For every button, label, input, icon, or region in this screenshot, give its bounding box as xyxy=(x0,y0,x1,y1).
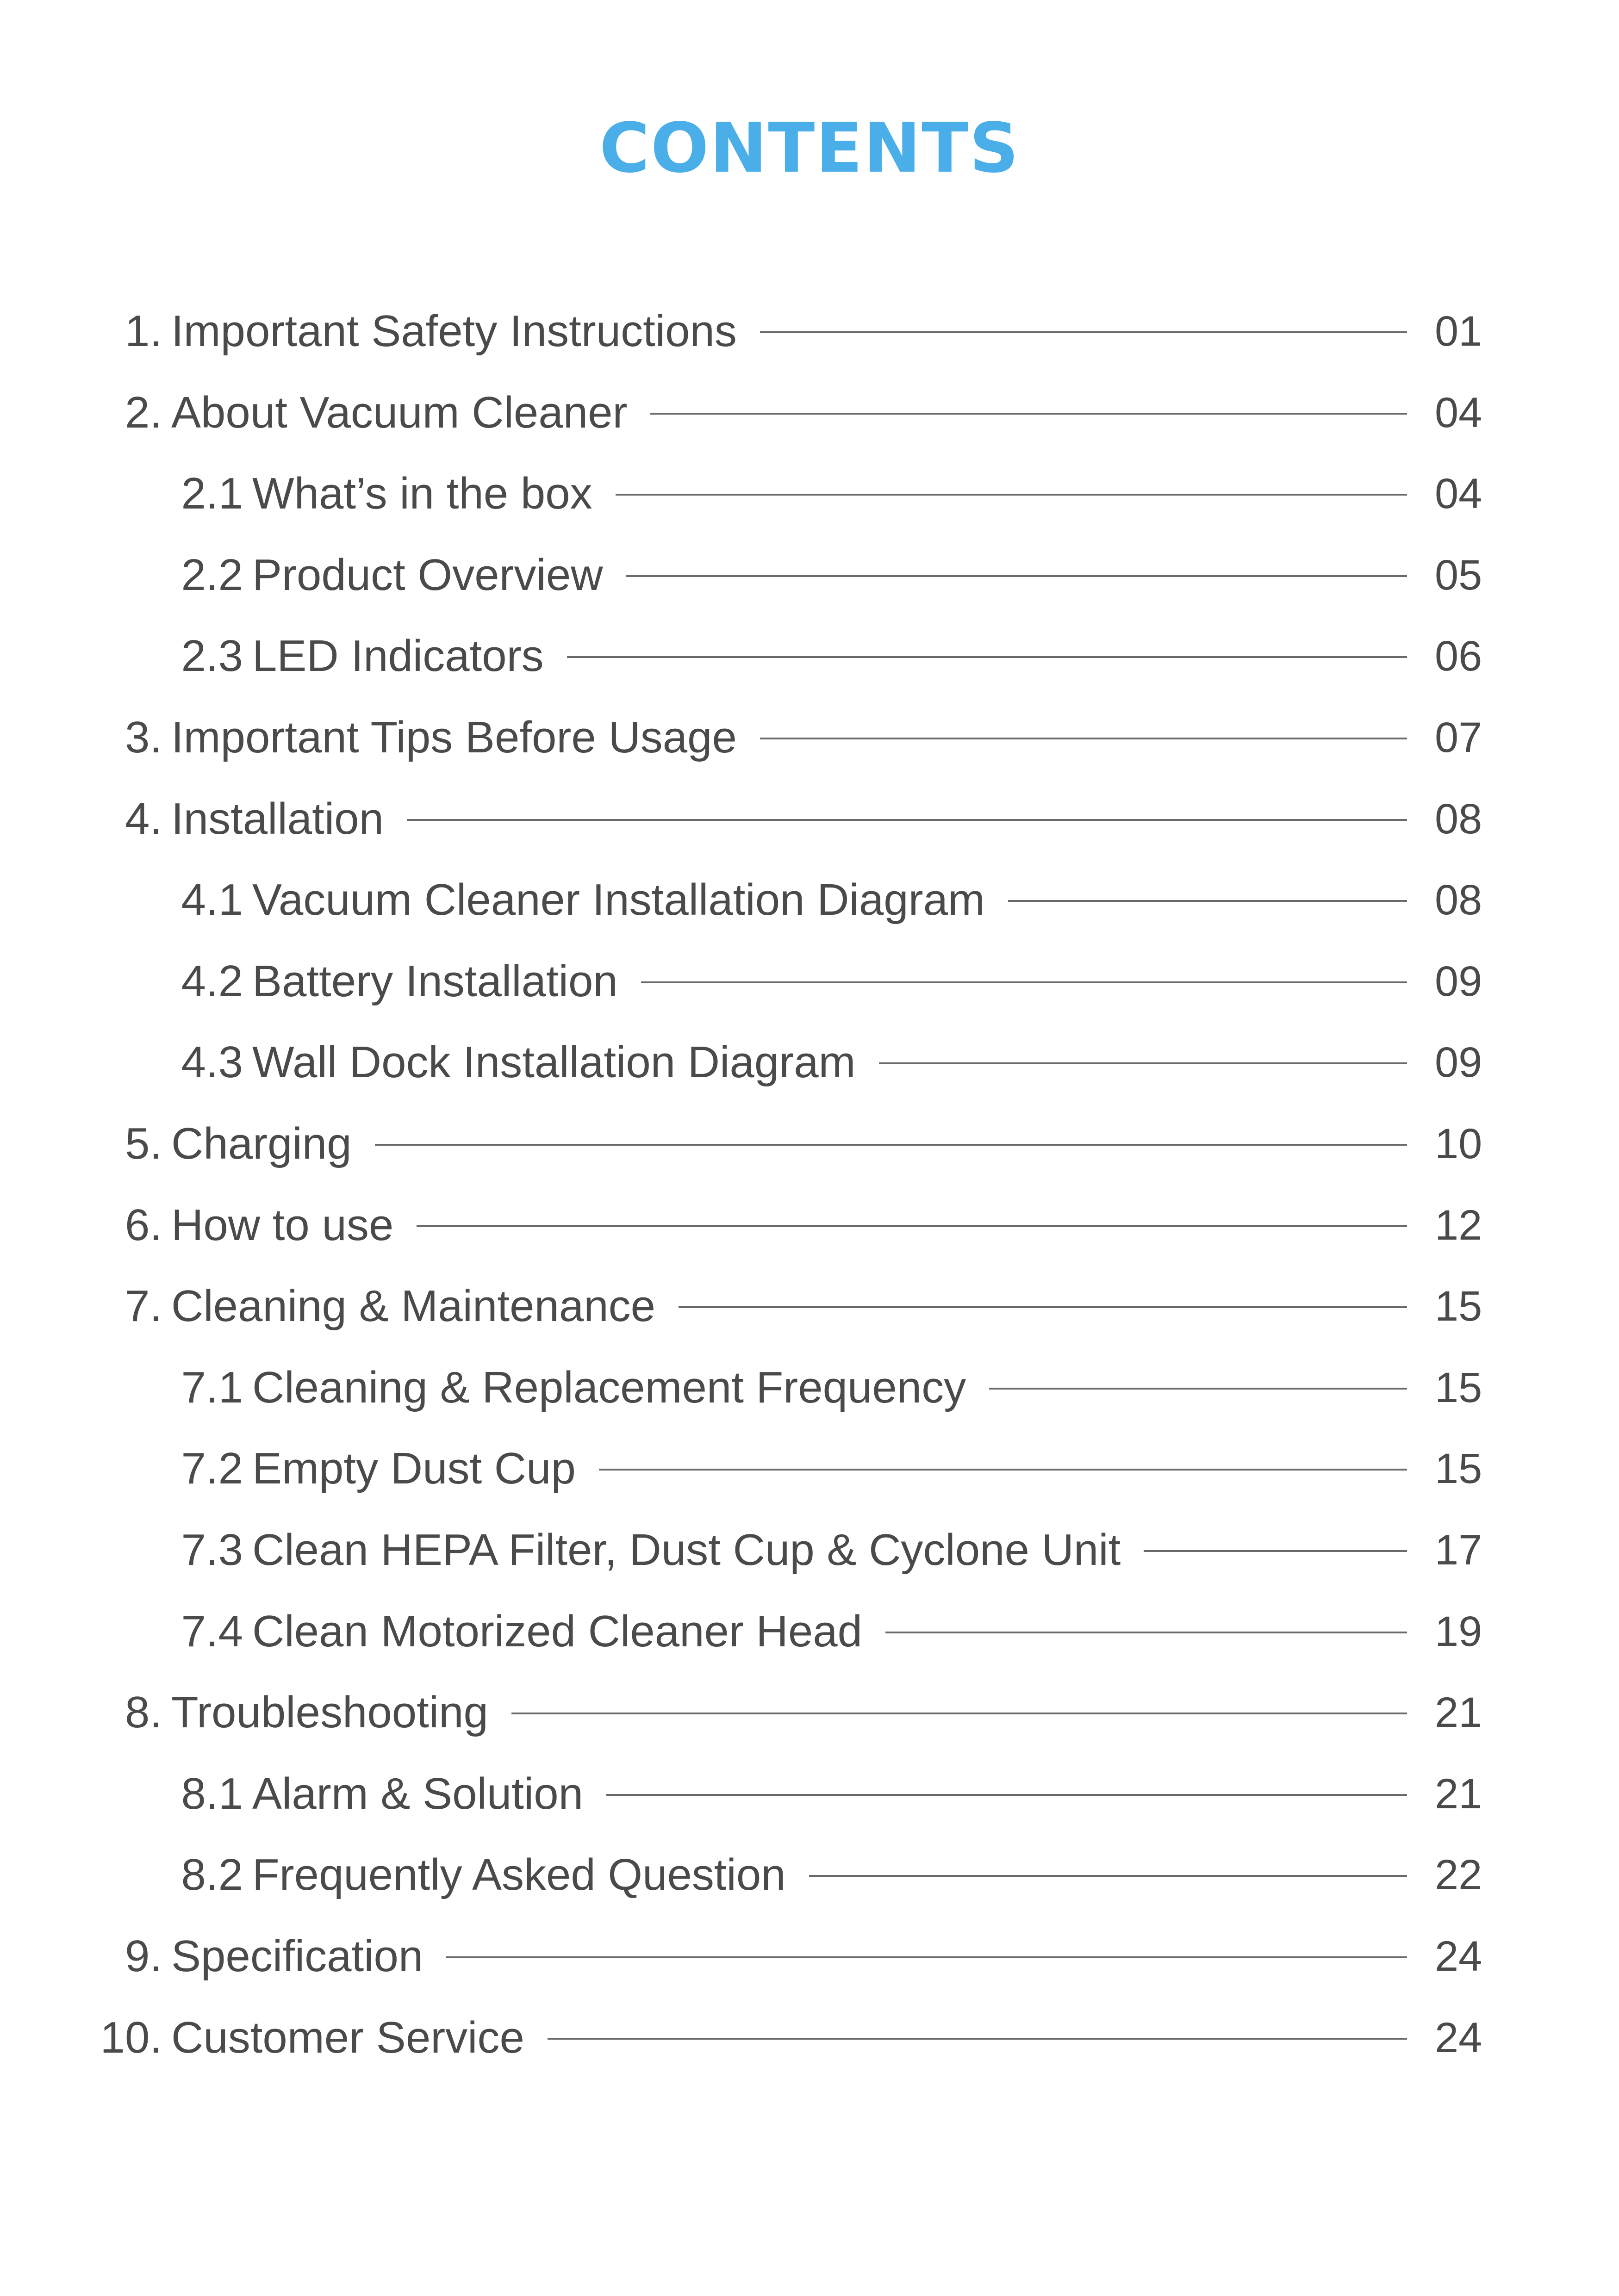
toc-entry-title: Cleaning & Replacement Frequency xyxy=(252,1362,966,1412)
toc-entry-title: About Vacuum Cleaner xyxy=(171,387,628,437)
toc-entry-leader-line xyxy=(1008,900,1407,902)
toc-entry-page-number: 24 xyxy=(1435,2014,1482,2061)
toc-entry-number: 2.3 xyxy=(181,631,243,681)
toc-entry-page-number: 21 xyxy=(1435,1689,1482,1737)
toc-entry-page-number: 06 xyxy=(1435,633,1482,680)
toc-entry-leader-line xyxy=(511,1713,1407,1714)
toc-entry-title: Frequently Asked Question xyxy=(252,1850,786,1900)
toc-entry-page-number: 15 xyxy=(1435,1364,1482,1411)
toc-entry-number: 4.3 xyxy=(181,1037,243,1087)
toc-entry-number: 7.3 xyxy=(181,1525,243,1575)
toc-entry-leader-line xyxy=(1144,1550,1407,1552)
toc-entry-number: 7. xyxy=(125,1281,162,1331)
toc-entry-leader-line xyxy=(417,1225,1407,1227)
toc-entry-page-number: 17 xyxy=(1435,1527,1482,1574)
toc-entry-leader-line xyxy=(407,819,1407,821)
toc-entry-title: Clean Motorized Cleaner Head xyxy=(252,1606,863,1656)
toc-entry-leader-line xyxy=(548,2038,1407,2040)
toc-entry-page-number: 10 xyxy=(1435,1120,1482,1167)
toc-entry-leader-line xyxy=(375,1144,1407,1146)
toc-entry[interactable] xyxy=(0,624,1619,689)
toc-entry[interactable] xyxy=(0,1030,1619,1095)
toc-entry-leader-line xyxy=(760,738,1407,739)
toc-entry-title: Specification xyxy=(171,1931,423,1981)
toc-entry-number: 2. xyxy=(125,387,162,437)
toc-entry-leader-line xyxy=(626,575,1407,577)
toc-entry-page-number: 05 xyxy=(1435,551,1482,599)
toc-entry-page-number: 19 xyxy=(1435,1607,1482,1655)
toc-entry-number: 1. xyxy=(125,306,162,356)
toc-entry[interactable] xyxy=(0,1193,1619,1258)
toc-entry-number: 7.1 xyxy=(181,1362,243,1412)
toc-entry-title: Wall Dock Installation Diagram xyxy=(252,1037,856,1087)
toc-entry-number: 6. xyxy=(125,1200,162,1250)
toc-entry[interactable] xyxy=(0,1518,1619,1582)
toc-entry-title: Troubleshooting xyxy=(171,1688,488,1738)
page-title: CONTENTS xyxy=(599,108,1020,188)
toc-entry-title: Battery Installation xyxy=(252,956,618,1006)
toc-entry-page-number: 04 xyxy=(1435,470,1482,518)
toc-entry-title: How to use xyxy=(171,1200,394,1250)
toc-entry-page-number: 12 xyxy=(1435,1201,1482,1249)
toc-entry[interactable] xyxy=(0,380,1619,445)
toc-entry[interactable] xyxy=(0,461,1619,526)
toc-entry-page-number: 09 xyxy=(1435,957,1482,1005)
toc-entry-leader-line xyxy=(446,1956,1407,1958)
toc-entry-page-number: 08 xyxy=(1435,795,1482,843)
toc-entry[interactable] xyxy=(0,1599,1619,1664)
toc-entry-page-number: 01 xyxy=(1435,308,1482,355)
toc-entry[interactable] xyxy=(0,1274,1619,1339)
toc-entry-number: 4.2 xyxy=(181,956,243,1006)
toc-entry-leader-line xyxy=(599,1469,1407,1471)
toc-entry-leader-line xyxy=(616,494,1407,496)
toc-entry-number: 7.4 xyxy=(181,1606,243,1656)
toc-entry-page-number: 15 xyxy=(1435,1283,1482,1330)
toc-entry-leader-line xyxy=(879,1062,1407,1064)
toc-entry-title: Customer Service xyxy=(171,2012,524,2062)
toc-entry[interactable] xyxy=(0,1111,1619,1176)
toc-entry-number: 4.1 xyxy=(181,875,243,925)
toc-entry-leader-line xyxy=(679,1306,1407,1308)
toc-entry[interactable] xyxy=(0,543,1619,608)
toc-entry-title: Empty Dust Cup xyxy=(252,1444,576,1494)
toc-entry[interactable] xyxy=(0,705,1619,770)
toc-entry-page-number: 09 xyxy=(1435,1039,1482,1086)
toc-entry-leader-line xyxy=(641,981,1407,983)
toc-entry[interactable] xyxy=(0,1762,1619,1826)
toc-entry-leader-line xyxy=(989,1388,1407,1390)
toc-entry-number: 9. xyxy=(125,1931,162,1981)
toc-entry-title: Charging xyxy=(171,1119,352,1168)
toc-entry-title: Important Tips Before Usage xyxy=(171,713,737,762)
toc-entry-title: Alarm & Solution xyxy=(252,1769,583,1818)
toc-entry[interactable] xyxy=(0,949,1619,1014)
toc-entry[interactable] xyxy=(0,1355,1619,1420)
toc-entry-title: Vacuum Cleaner Installation Diagram xyxy=(252,875,985,925)
toc-entry-page-number: 24 xyxy=(1435,1933,1482,1980)
toc-entry-leader-line xyxy=(760,331,1407,333)
toc-entry-page-number: 04 xyxy=(1435,389,1482,436)
toc-entry[interactable] xyxy=(0,2005,1619,2070)
toc-entry[interactable] xyxy=(0,787,1619,851)
toc-entry-number: 2.2 xyxy=(181,550,243,600)
toc-entry-number: 2.1 xyxy=(181,469,243,519)
toc-entry-leader-line xyxy=(650,413,1407,415)
toc-entry-title: Clean HEPA Filter, Dust Cup & Cyclone Unit xyxy=(252,1525,1121,1575)
toc-entry-title: LED Indicators xyxy=(252,631,544,681)
toc-entry[interactable] xyxy=(0,868,1619,932)
toc-entry-title: Product Overview xyxy=(252,550,603,600)
toc-entry[interactable] xyxy=(0,1924,1619,1989)
toc-entry-page-number: 07 xyxy=(1435,714,1482,761)
toc-entry-page-number: 22 xyxy=(1435,1851,1482,1899)
toc-entry-title: Important Safety Instructions xyxy=(171,306,737,356)
toc-entry-leader-line xyxy=(809,1875,1407,1877)
toc-entry[interactable] xyxy=(0,1843,1619,1907)
toc-entry-number: 10. xyxy=(100,2012,162,2062)
toc-entry-number: 8. xyxy=(125,1688,162,1738)
toc-entry-number: 5. xyxy=(125,1119,162,1168)
toc-entry-leader-line xyxy=(885,1632,1407,1633)
toc-entry-page-number: 15 xyxy=(1435,1445,1482,1493)
toc-entry-number: 3. xyxy=(125,713,162,762)
toc-entry-title: Cleaning & Maintenance xyxy=(171,1281,656,1331)
toc-entry-page-number: 21 xyxy=(1435,1770,1482,1818)
toc-entry[interactable] xyxy=(0,1680,1619,1745)
toc-entry-page-number: 08 xyxy=(1435,876,1482,924)
toc-entry-leader-line xyxy=(567,656,1407,658)
toc-entry-number: 7.2 xyxy=(181,1444,243,1494)
toc-entry-number: 4. xyxy=(125,794,162,844)
toc-entry[interactable] xyxy=(0,299,1619,364)
toc-entry-number: 8.2 xyxy=(181,1850,243,1900)
toc-entry-number: 8.1 xyxy=(181,1769,243,1818)
toc-entry-title: Installation xyxy=(171,794,384,844)
toc-entry-leader-line xyxy=(606,1794,1407,1796)
toc-entry[interactable] xyxy=(0,1436,1619,1501)
toc-entry-title: What’s in the box xyxy=(252,469,592,519)
